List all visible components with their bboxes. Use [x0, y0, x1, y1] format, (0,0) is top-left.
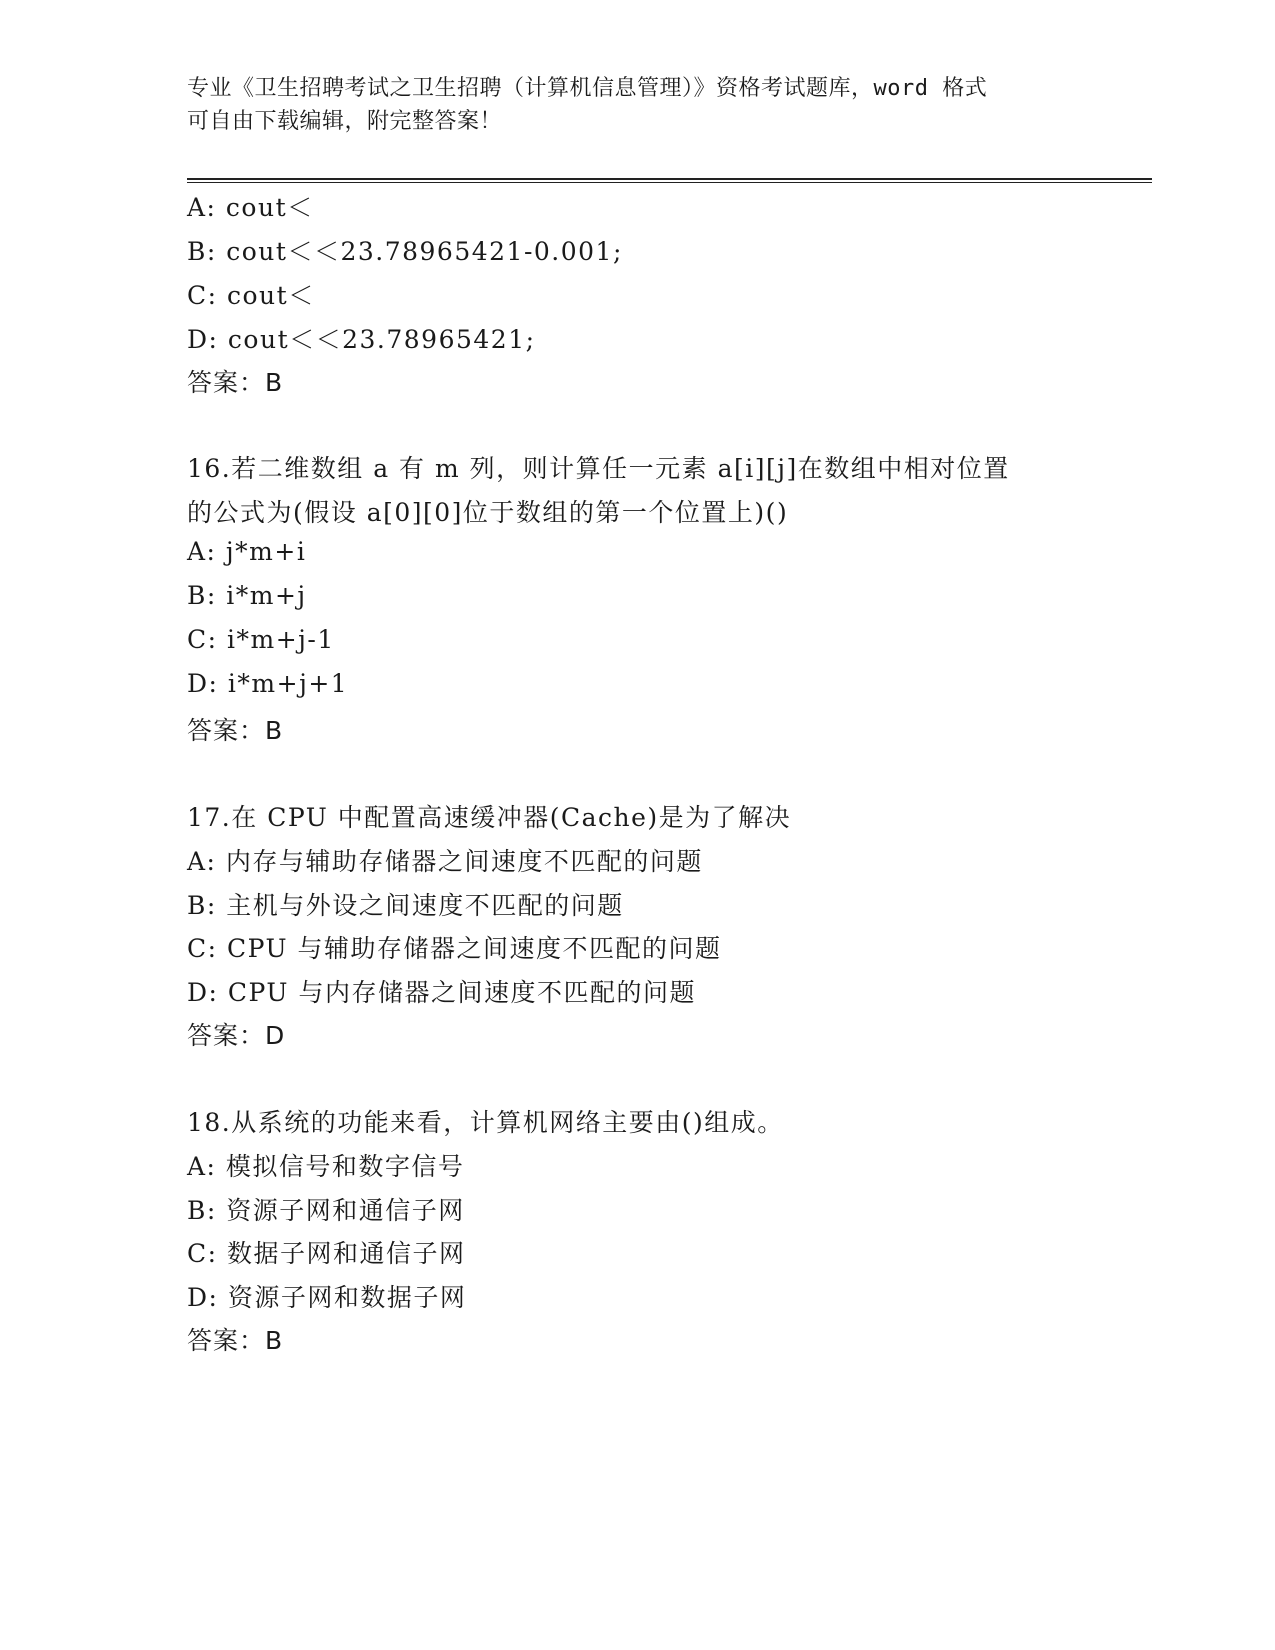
header-line-2: 可自由下载编辑，附完整答案！ [187, 109, 503, 134]
q15-option-a: A: cout＜ [187, 193, 314, 222]
document-header [187, 72, 1087, 138]
q18-option-a: A: 模拟信号和数字信号 [187, 1152, 465, 1181]
header-line-1: 专业《卫生招聘考试之卫生招聘（计算机信息管理）》资格考试题库，word 格式 [187, 76, 988, 101]
q16-option-d: D: i*m+j+1 [187, 669, 349, 698]
q17-option-d: D: CPU 与内存储器之间速度不匹配的问题 [187, 978, 696, 1007]
q16-option-a: A: j*m+i [187, 537, 307, 566]
q16-stem-line-2: 的公式为(假设 a[0][0]位于数组的第一个位置上)() [187, 498, 789, 527]
q16-answer: 答案：B [187, 716, 284, 745]
header-divider [187, 178, 1152, 183]
q18-answer: 答案：B [187, 1326, 284, 1355]
q17-option-b: B: 主机与外设之间速度不匹配的问题 [187, 891, 624, 920]
q15-option-d: D: cout＜＜23.78965421; [187, 325, 536, 354]
q17-answer: 答案：D [187, 1021, 286, 1050]
q15-option-c: C: cout＜ [187, 281, 315, 310]
q18-option-b: B: 资源子网和通信子网 [187, 1196, 465, 1225]
q15-option-b: B: cout＜＜23.78965421-0.001; [187, 237, 623, 266]
q17-option-c: C: CPU 与辅助存储器之间速度不匹配的问题 [187, 934, 722, 963]
q16-stem-line-1: 16.若二维数组 a 有 m 列，则计算任一元素 a[i][j]在数组中相对位置 [187, 454, 1010, 483]
q18-option-c: C: 数据子网和通信子网 [187, 1239, 466, 1268]
q16-option-c: C: i*m+j-1 [187, 625, 335, 654]
q17-stem: 17.在 CPU 中配置高速缓冲器(Cache)是为了解决 [187, 803, 792, 832]
q16-option-b: B: i*m+j [187, 581, 307, 610]
q18-option-d: D: 资源子网和数据子网 [187, 1283, 467, 1312]
q15-answer: 答案：B [187, 368, 284, 397]
q17-option-a: A: 内存与辅助存储器之间速度不匹配的问题 [187, 847, 703, 876]
q18-stem: 18.从系统的功能来看，计算机网络主要由()组成。 [187, 1108, 784, 1137]
